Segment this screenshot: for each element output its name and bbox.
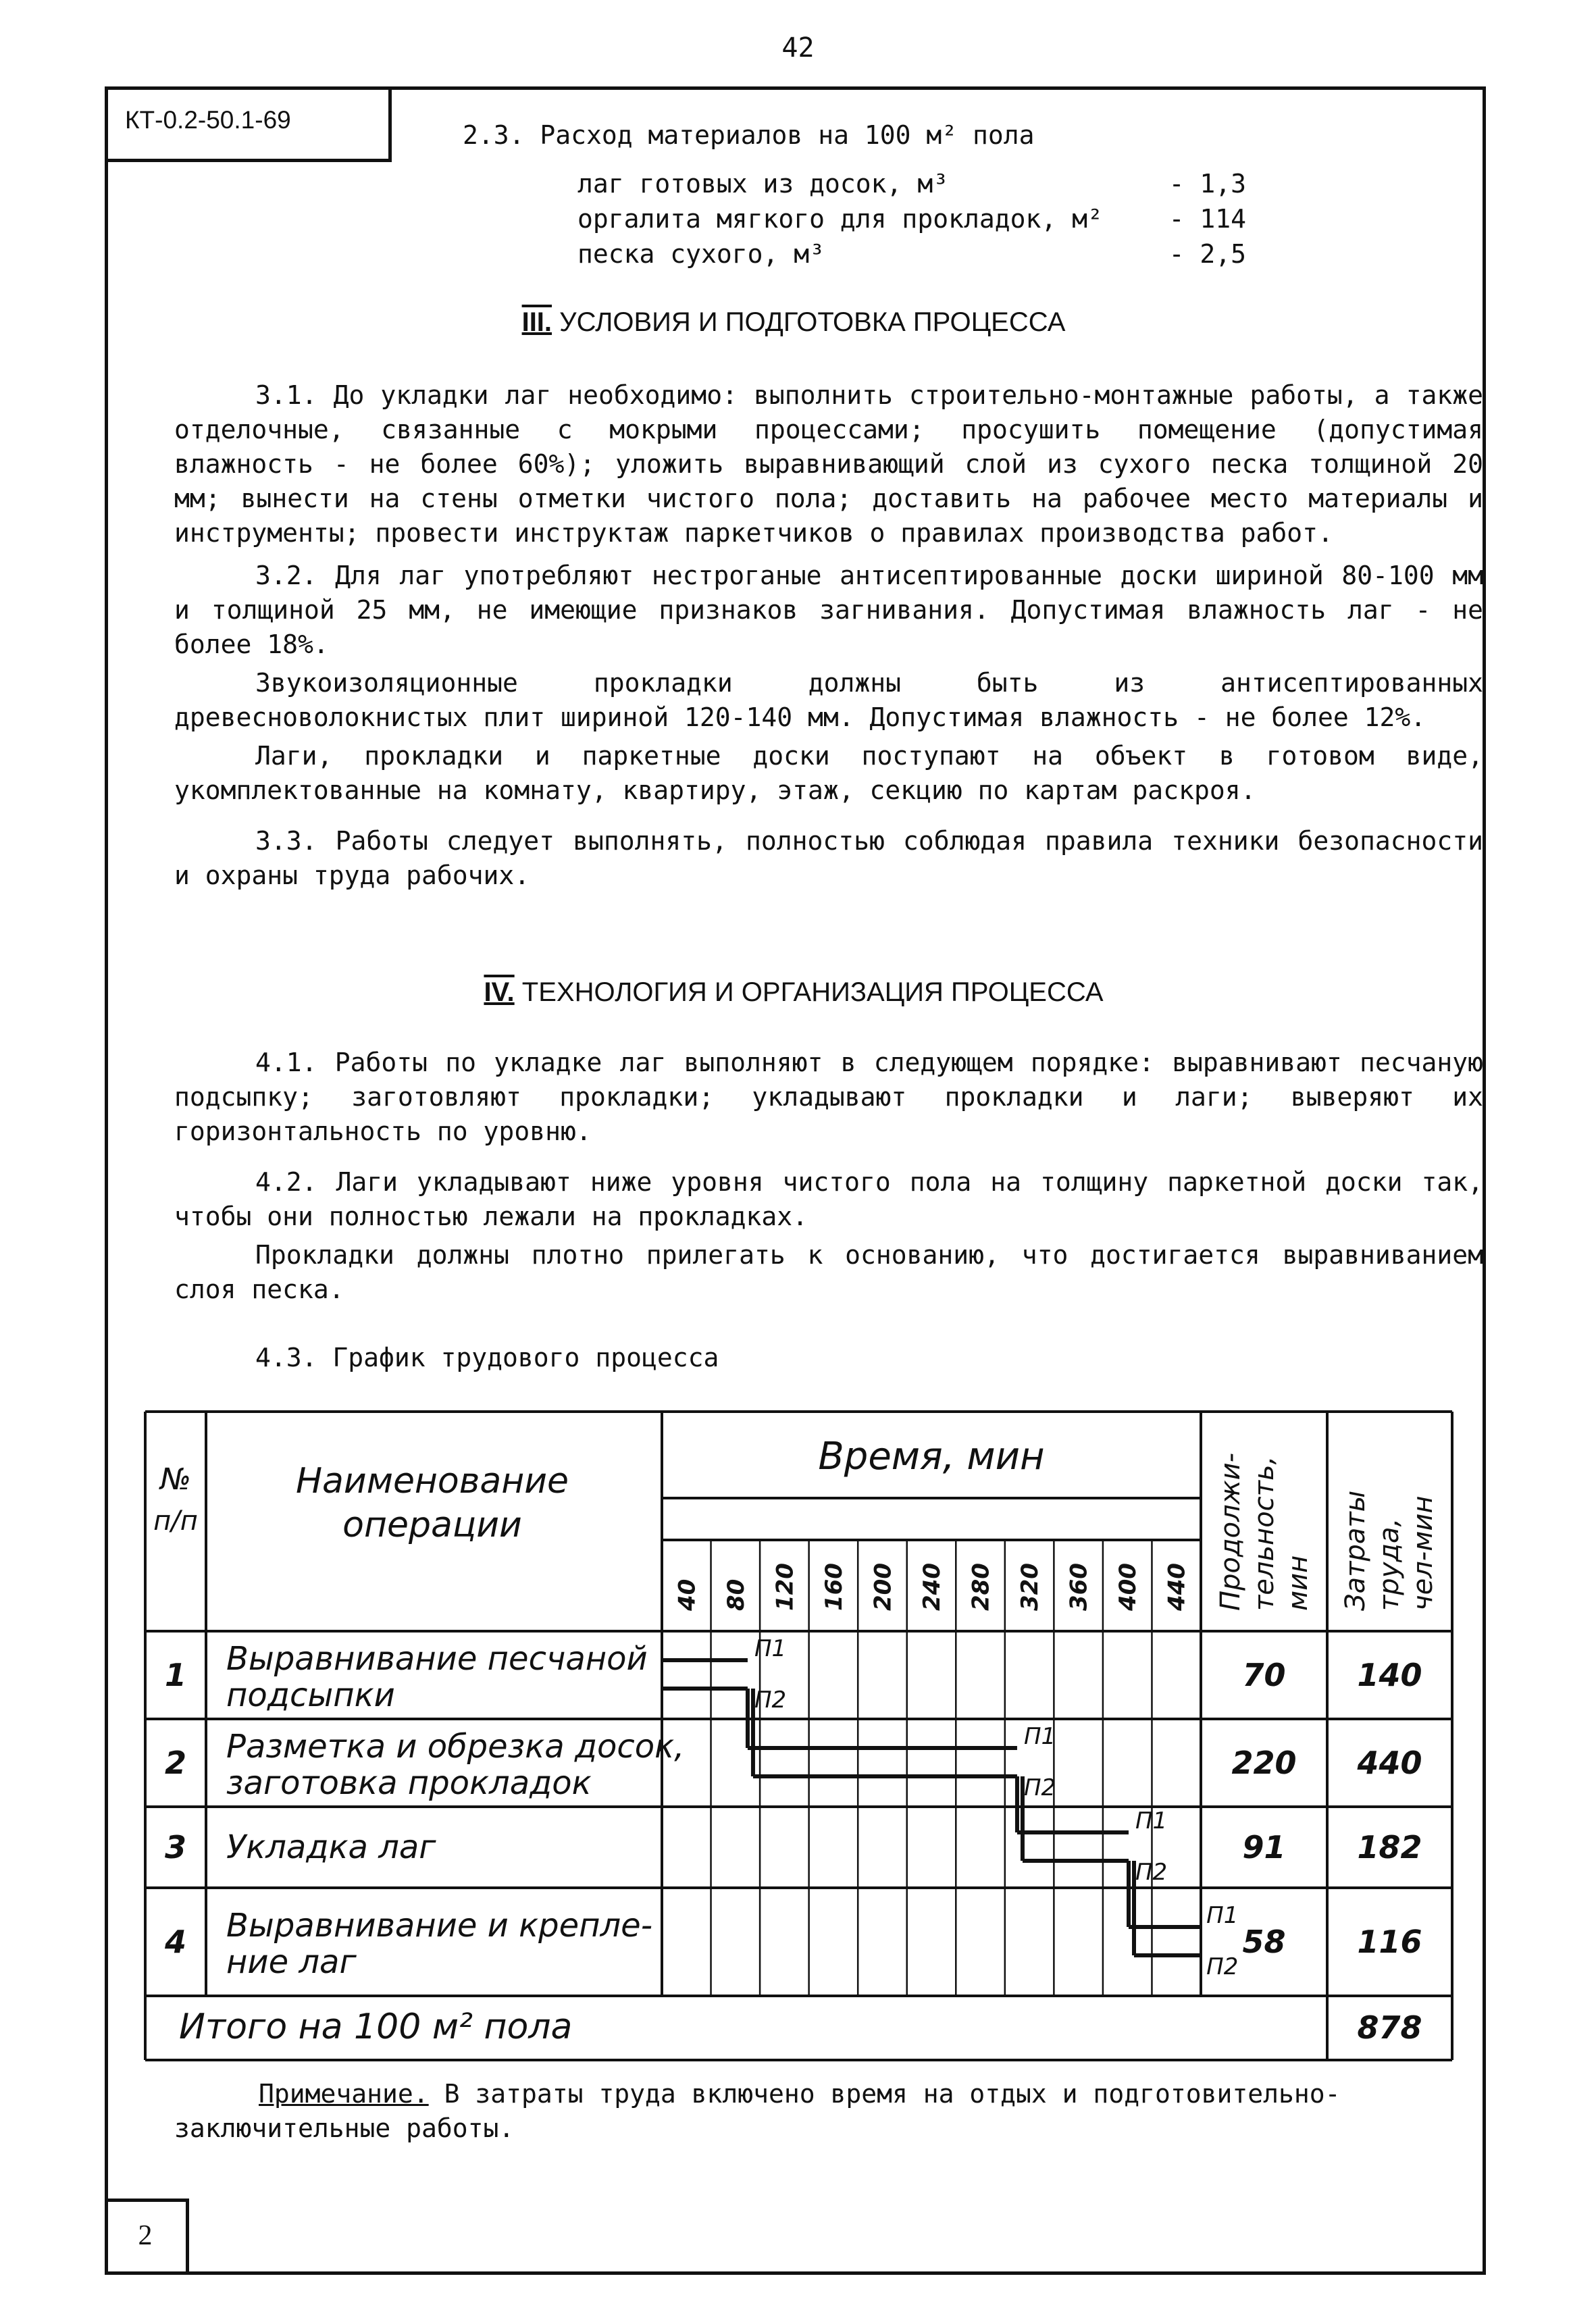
page-number: 42 bbox=[781, 32, 815, 63]
total-value: 878 bbox=[1357, 2009, 1422, 2046]
material-name: оргалита мягкого для прокладок, м² bbox=[577, 204, 1103, 234]
time-tick-label: 360 bbox=[1065, 1563, 1093, 1611]
row-labor: 182 bbox=[1357, 1829, 1422, 1866]
schedule-title: 4.3. График трудового процесса bbox=[255, 1343, 719, 1372]
row-number: 1 bbox=[164, 1657, 187, 1693]
row-number: 3 bbox=[164, 1829, 187, 1866]
row-operation: Выравнивание песчаной bbox=[226, 1640, 648, 1678]
header-time-label: Время, мин bbox=[818, 1435, 1045, 1479]
worker-label-p2: П2 bbox=[1023, 1774, 1056, 1801]
row-duration: 220 bbox=[1231, 1745, 1297, 1781]
row-labor: 440 bbox=[1357, 1745, 1422, 1781]
paragraph-4-1: 4.1. Работы по укладке лаг выполняют в следующем порядке: выравнивают песчаную подсыпку; заготовляют прокладки; укладывают прокладки и лаги; выверяют их горизонтальность по уровню. bbox=[174, 1048, 1483, 1146]
row-duration: 70 bbox=[1242, 1657, 1286, 1693]
row-duration: 58 bbox=[1242, 1924, 1286, 1960]
material-value: - 2,5 bbox=[1168, 239, 1246, 269]
row-number: 4 bbox=[164, 1924, 187, 1960]
sheet-number: 2 bbox=[105, 2199, 189, 2275]
time-tick-label: 160 bbox=[820, 1563, 848, 1611]
material-name: песка сухого, м³ bbox=[577, 239, 825, 269]
paragraph-delivery: Лаги, прокладки и паркетные доски поступают на объект в готовом виде, укомплектованные на комнату, квартиру, этаж, секцию по картам раскроя. bbox=[174, 741, 1483, 805]
paragraph-pads-fit: Прокладки должны плотно прилегать к основанию, что достигается выравниванием слоя песка. bbox=[174, 1240, 1483, 1304]
header-labor-label: Затраты bbox=[1340, 1490, 1371, 1611]
doc-code: КТ-0.2-50.1-69 bbox=[105, 86, 392, 162]
row-operation: Выравнивание и крепле- bbox=[226, 1907, 653, 1945]
time-tick-label: 200 bbox=[869, 1563, 897, 1611]
paragraph-4-2: 4.2. Лаги укладывают ниже уровня чистого пола на толщину паркетной доски так, чтобы они полностью лежали на прокладках. bbox=[174, 1167, 1483, 1231]
worker-label-p2: П2 bbox=[1135, 1859, 1168, 1886]
worker-label-p1: П1 bbox=[1206, 1902, 1239, 1929]
row-operation: Укладка лаг bbox=[226, 1828, 436, 1866]
header-operation-label: Наименование bbox=[295, 1461, 569, 1501]
material-name: лаг готовых из досок, м³ bbox=[577, 169, 949, 199]
paragraph-3-1: 3.1. До укладки лаг необходимо: выполнить строительно-монтажные работы, а также отделочные, связанные с мокрыми процессами; просушить помещение (допустимая влажность - не более 60%); уложить выравнивающий слой из сухого песка толщиной 20 мм; вынести на стены отметки чистого пола; доставить на рабочее место материалы и инструменты; провести инструктаж паркетчиков о правилах производства работ. bbox=[174, 380, 1483, 548]
material-value: - 114 bbox=[1168, 204, 1246, 234]
row-operation-2: подсыпки bbox=[226, 1676, 395, 1714]
time-tick-label: 280 bbox=[967, 1563, 995, 1611]
header-duration-label: Продолжи- bbox=[1215, 1452, 1246, 1611]
worker-label-p2: П2 bbox=[1206, 1953, 1239, 1980]
worker-label-p1: П1 bbox=[1023, 1723, 1056, 1750]
materials-title: 2.3. Расход материалов на 100 м² пола bbox=[463, 120, 1035, 150]
section-4-title: ТЕХНОЛОГИЯ И ОРГАНИЗАЦИЯ ПРОЦЕССА bbox=[521, 977, 1104, 1007]
row-operation-2: ние лаг bbox=[226, 1943, 357, 1981]
header-operation-label-2: операции bbox=[342, 1505, 522, 1545]
time-tick-label: 80 bbox=[722, 1578, 750, 1611]
header-labor-label-2: труда, bbox=[1374, 1518, 1405, 1611]
worker-label-p2: П2 bbox=[754, 1687, 787, 1714]
row-number: 2 bbox=[164, 1745, 187, 1781]
time-tick-label: 440 bbox=[1163, 1563, 1191, 1611]
header-num-label: № bbox=[160, 1462, 191, 1497]
paragraph-pads: Звукоизоляционные прокладки должны быть из антисептированных древесноволокнистых плит шириной 120-140 мм. Допустимая влажность - не более 12%. bbox=[174, 668, 1483, 732]
material-value: - 1,3 bbox=[1168, 169, 1246, 199]
row-labor: 140 bbox=[1357, 1657, 1422, 1693]
row-operation-2: заготовка прокладок bbox=[226, 1764, 592, 1802]
header-duration-label-2: тельность, bbox=[1249, 1456, 1280, 1611]
time-tick-label: 320 bbox=[1016, 1563, 1044, 1611]
note-text: В затраты труда включено время на отдых и подготовительно-заключительные работы. bbox=[174, 2079, 1341, 2143]
row-operation: Разметка и обрезка досок, bbox=[226, 1728, 685, 1766]
time-tick-label: 240 bbox=[919, 1563, 946, 1611]
time-tick-label: 40 bbox=[673, 1578, 701, 1611]
note bbox=[174, 2077, 1458, 2146]
header-duration-label-3: мин bbox=[1283, 1555, 1314, 1611]
time-tick-label: 120 bbox=[771, 1563, 799, 1611]
note-label: Примечание. bbox=[259, 2079, 429, 2109]
paragraph-3-2: 3.2. Для лаг употребляют нестроганые антисептированные доски шириной 80-100 мм и толщиной 25 мм, не имеющие признаков загнивания. Допустимая влажность лаг - не более 18%. bbox=[174, 561, 1483, 659]
header-labor-label-3: чел-мин bbox=[1408, 1495, 1439, 1611]
paragraph-3-3: 3.3. Работы следует выполнять, полностью соблюдая правила техники безопасности и охраны труда рабочих. bbox=[174, 826, 1483, 890]
section-3-title: УСЛОВИЯ И ПОДГОТОВКА ПРОЦЕССА bbox=[559, 307, 1066, 337]
total-label: Итого на 100 м² пола bbox=[179, 2007, 573, 2047]
header-num-label-2: п/п bbox=[153, 1506, 198, 1537]
worker-label-p1: П1 bbox=[754, 1635, 787, 1662]
row-duration: 91 bbox=[1242, 1829, 1286, 1866]
section-3-numeral: III. bbox=[521, 307, 552, 337]
section-4-numeral: IV. bbox=[484, 977, 515, 1007]
row-labor: 116 bbox=[1357, 1924, 1422, 1960]
time-tick-label: 400 bbox=[1114, 1563, 1142, 1611]
worker-label-p1: П1 bbox=[1135, 1807, 1168, 1834]
